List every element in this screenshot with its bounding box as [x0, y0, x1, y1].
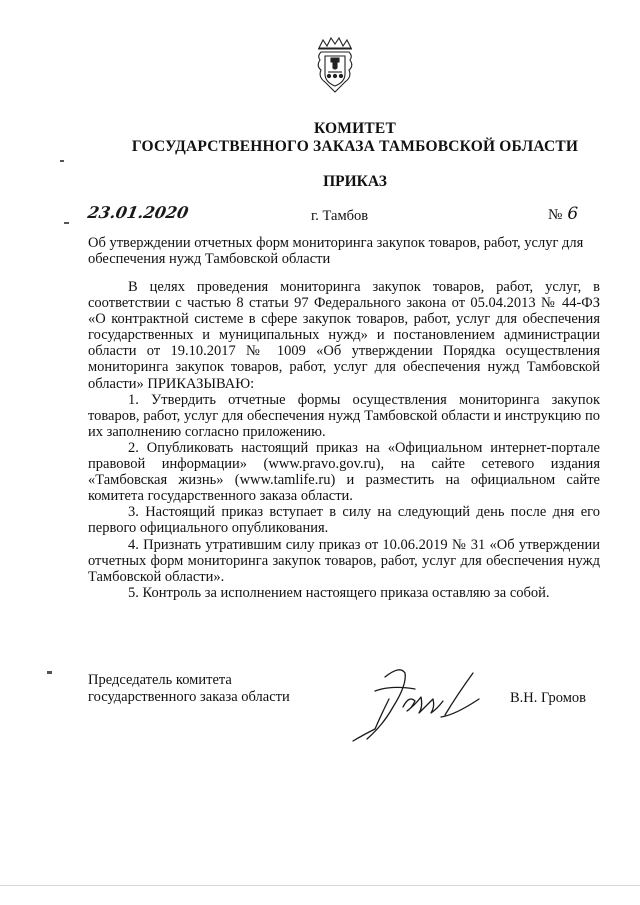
number-sign: №: [548, 207, 563, 223]
signer-name: В.Н. Громов: [510, 690, 586, 706]
signer-position-line2: государственного заказа области: [88, 689, 290, 705]
body-item-5: 5. Контроль за исполнением настоящего приказа оставляю за собой.: [128, 584, 550, 601]
body-item-2: 2. Опубликовать настоящий приказ на «Официальном интернет-портале правовой информации» (www.pravo.gov.ru), на сайте сетевого издания «Тамбовская жизнь» (www.tamlife.ru) и разместить на официальном сайте комитета государственного заказа области.: [88, 439, 600, 505]
tambov-coat-of-arms-icon: [313, 30, 357, 96]
body-item-4: 4. Признать утратившим силу приказ от 10.06.2019 № 31 «Об утверждении отчетных форм мониторинга закупок товаров, работ, услуг для обеспечения нужд Тамбовской области».: [88, 536, 600, 585]
scan-artifact: [0, 885, 640, 886]
handwritten-number: 6: [567, 204, 579, 224]
document-subject: Об утверждении отчетных форм мониторинга закупок товаров, работ, услуг для обеспечения нужд Тамбовской области: [88, 235, 584, 267]
signer-position-line1: Председатель комитета: [88, 672, 232, 688]
scan-artifact: [47, 671, 52, 674]
body-item-1: 1. Утвердить отчетные формы осуществления мониторинга закупок товаров, работ, услуг для обеспечения нужд Тамбовской области и инструкцию по их заполнению согласно приложению.: [88, 391, 600, 440]
handwritten-date: 23.01.2020: [86, 203, 190, 222]
committee-title-line2: ГОСУДАРСТВЕННОГО ЗАКАЗА ТАМБОВСКОЙ ОБЛАСТИ: [131, 138, 579, 155]
document-type-heading: ПРИКАЗ: [323, 173, 387, 190]
document-number: [548, 204, 578, 224]
body-preamble: В целях проведения мониторинга закупок товаров, работ, услуг, в соответствии с частью 8 статьи 97 Федерального закона от 05.04.2013 № 44-ФЗ «О контрактной системе в сфере закупок товаров, работ, услуг для обеспечения государственных и муниципальных нужд» и постановлением администрации области от 19.10.2017 № 1009 «Об утверждении Порядка осуществления мониторинга закупок товаров, работ, услуг для обеспечения нужд Тамбовской области» ПРИКАЗЫВАЮ:: [88, 279, 600, 392]
handwritten-signature: [345, 655, 490, 745]
scan-artifact: [64, 222, 69, 224]
document-city: г. Тамбов: [311, 208, 369, 224]
signer-position: [88, 672, 290, 706]
body-item-3: 3. Настоящий приказ вступает в силу на следующий день после дня его первого официального опубликования.: [88, 504, 600, 537]
scan-artifact: [60, 160, 64, 162]
committee-title-line1: КОМИТЕТ: [313, 120, 396, 137]
document-body: [88, 279, 600, 601]
